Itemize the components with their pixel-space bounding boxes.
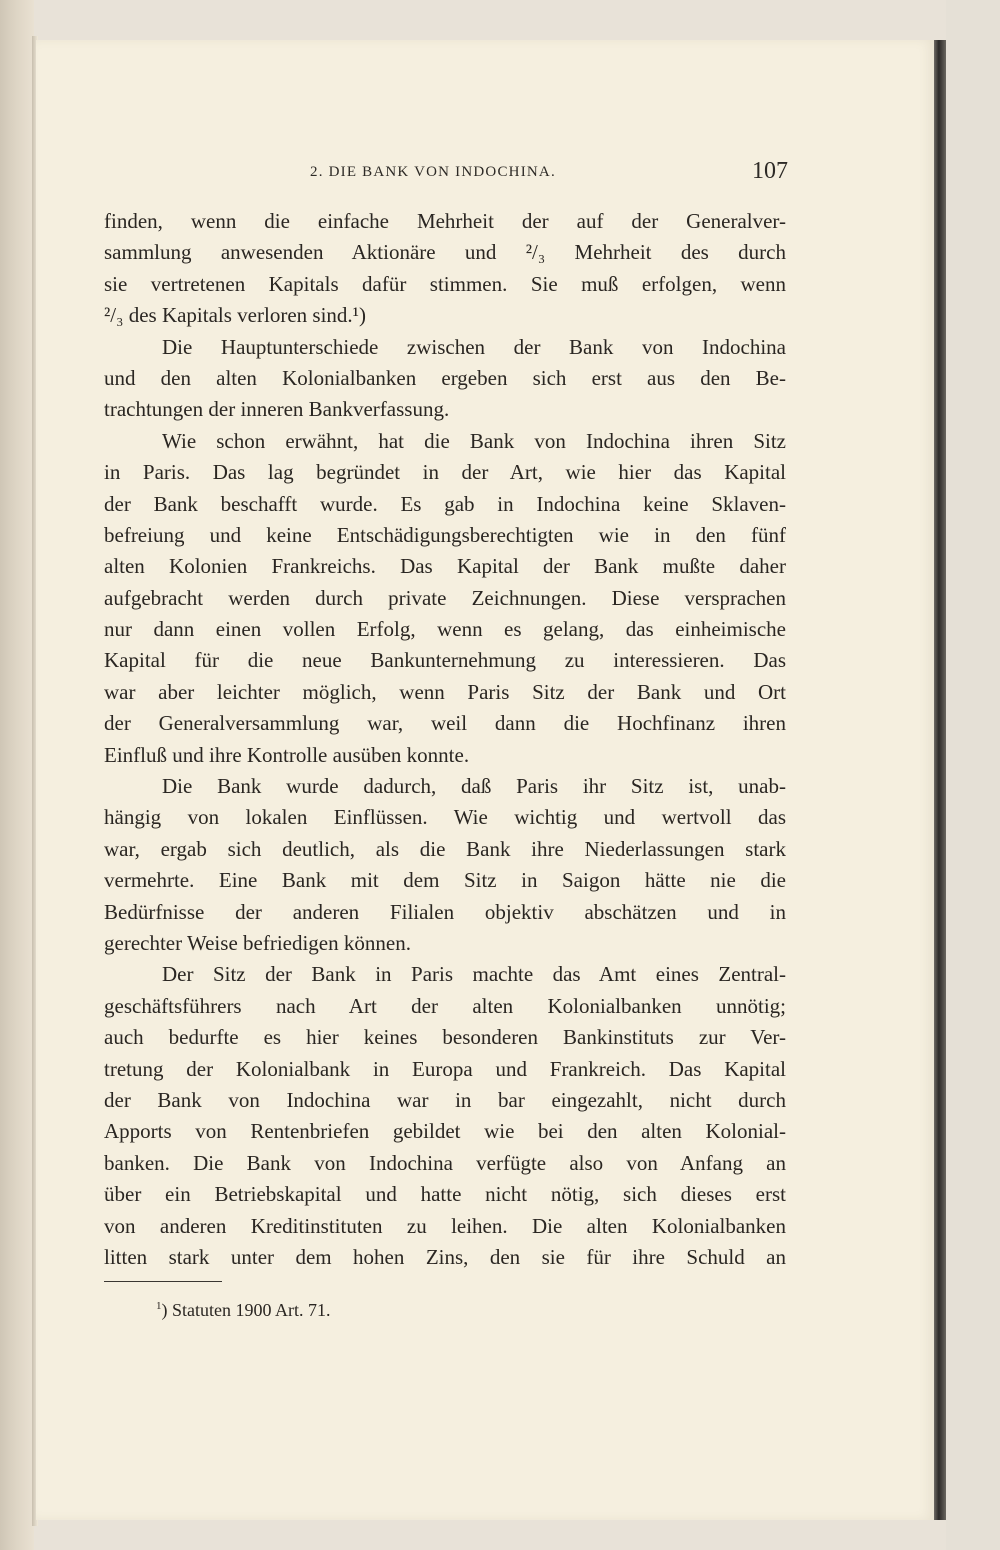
running-header (100, 158, 788, 190)
text-line: gerechter Weise befriedigen können. (104, 930, 411, 955)
text-line: über ein Betriebskapital und hatte nicht nötig, sich dieses erst (104, 1182, 786, 1207)
text-line: in Paris. Das lag begründet in der Art, wie hier das Kapital (104, 460, 786, 485)
text-line: vermehrte. Eine Bank mit dem Sitz in Saigon hätte nie die (104, 868, 786, 893)
text-line: tretung der Kolonialbank in Europa und Frankreich. Das Kapital (104, 1056, 786, 1081)
text-line: ²/₃ des Kapitals verloren sind.¹) (104, 303, 366, 328)
text-line: Bedürfnisse der anderen Filialen objektiv abschätzen und in (104, 899, 786, 924)
text-line: hängig von lokalen Einflüssen. Wie wichtig und wertvoll das (104, 805, 786, 830)
body-text (104, 206, 786, 1273)
page-number: 107 (752, 158, 788, 184)
text-line: der Generalversammlung war, weil dann die Hochfinanz ihren (104, 711, 786, 736)
scan-margin (946, 0, 1000, 1550)
text-line: Einfluß und ihre Kontrolle ausüben konnte. (104, 742, 470, 767)
text-line: war, ergab sich deutlich, als die Bank ihre Niederlassungen stark (104, 836, 786, 861)
text-line: Kapital für die neue Bankunternehmung zu interessieren. Das (104, 648, 786, 673)
text-line: von anderen Kreditinstituten zu leihen. Die alten Kolonialbanken (104, 1213, 786, 1238)
footnote-text: ) Statuten 1900 Art. 71. (161, 1300, 331, 1320)
footnote (156, 1300, 331, 1321)
text-line: sie vertretenen Kapitals dafür stimmen. Sie muß erfolgen, wenn (104, 271, 786, 296)
text-line: alten Kolonien Frankreichs. Das Kapital der Bank mußte daher (104, 554, 786, 579)
text-line: war aber leichter möglich, wenn Paris Sitz der Bank und Ort (104, 679, 786, 704)
text-line: sammlung anwesenden Aktionäre und ²/₃ Mehrheit des durch (104, 240, 786, 265)
footnote-rule (104, 1281, 222, 1282)
text-line: auch bedurfte es hier keines besonderen Bankinstituts zur Ver- (104, 1025, 786, 1050)
book-gutter (0, 0, 34, 1550)
page-edge-right (934, 40, 946, 1520)
text-line: Der Sitz der Bank in Paris machte das Amt eines Zentral- (162, 962, 786, 987)
text-line: aufgebracht werden durch private Zeichnungen. Diese versprachen (104, 585, 786, 610)
text-line: Apports von Rentenbriefen gebildet wie bei den alten Kolonial- (104, 1119, 786, 1144)
text-line: litten stark unter dem hohen Zins, den sie für ihre Schuld an (104, 1244, 786, 1269)
text-line: nur dann einen vollen Erfolg, wenn es gelang, das einheimische (104, 617, 786, 642)
text-line: der Bank von Indochina war in bar eingezahlt, nicht durch (104, 1087, 786, 1112)
text-line: geschäftsführers nach Art der alten Kolonialbanken unnötig; (104, 993, 786, 1018)
text-line: finden, wenn die einfache Mehrheit der auf der Generalver- (104, 209, 786, 233)
text-line: Die Bank wurde dadurch, daß Paris ihr Sitz ist, unab- (162, 774, 786, 799)
text-line: Die Hauptunterschiede zwischen der Bank von Indochina (162, 334, 786, 359)
text-line: banken. Die Bank von Indochina verfügte also von Anfang an (104, 1150, 786, 1175)
text-line: Wie schon erwähnt, hat die Bank von Indochina ihren Sitz (162, 428, 786, 453)
text-line: befreiung und keine Entschädigungsberechtigten wie in den fünf (104, 522, 786, 547)
text-line: trachtungen der inneren Bankverfassung. (104, 397, 450, 422)
text-line: und den alten Kolonialbanken ergeben sich erst aus den Be- (104, 365, 786, 390)
chapter-title: 2. DIE BANK VON INDOCHINA. (310, 164, 556, 180)
footnote-marker: 1 (156, 1300, 162, 1312)
text-line: der Bank beschafft wurde. Es gab in Indochina keine Sklaven- (104, 491, 786, 516)
